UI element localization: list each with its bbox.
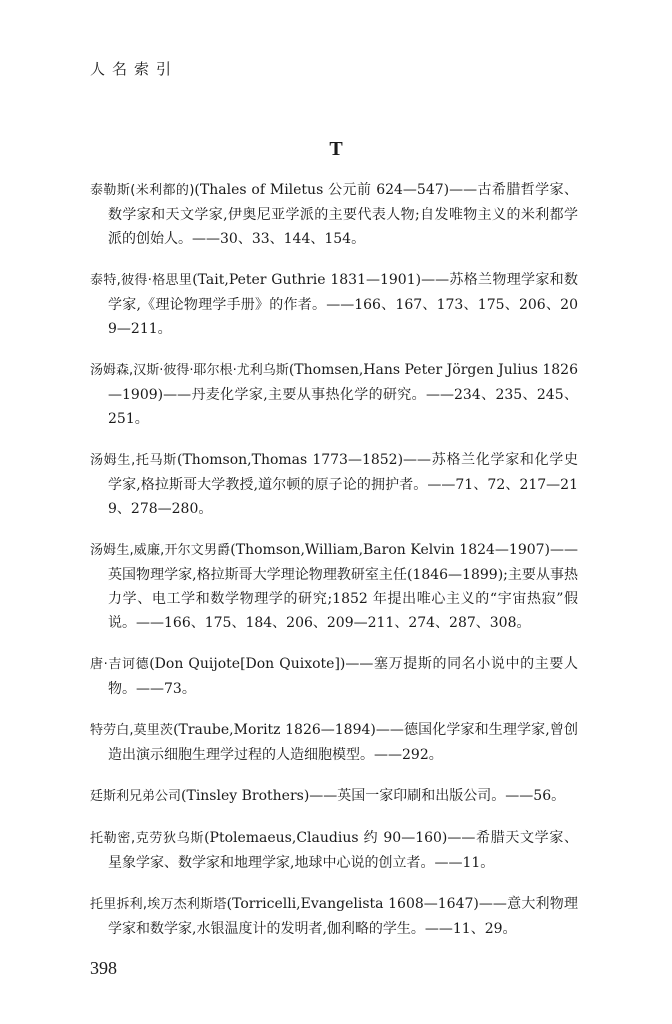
entry-name: 汤姆生,威廉,开尔文男爵 — [90, 543, 231, 558]
entry-description: (Torricelli,Evangelista 1608—1647)——意大利物理学家和数学家,水银温度计的发明者,伽利略的学生。——11、29。 — [108, 896, 578, 937]
entry-description: (Ptolemaeus,Claudius 约 90—160)——希腊天文学家、星象学家、数学家和地理学家,地球中心说的创立者。——11。 — [108, 830, 578, 871]
entry-description: (Tinsley Brothers)——英国一家印刷和出版公司。——56。 — [181, 788, 566, 804]
entry-name: 汤姆森,汉斯·彼得·耶尔根·尤利乌斯 — [90, 363, 289, 378]
entry-name: 泰特,彼得·格思里 — [90, 273, 193, 288]
entry-description: (Thomsen,Hans Peter Jörgen Julius 1826—1909)——丹麦化学家,主要从事热化学的研究。——234、235、245、251。 — [108, 362, 578, 427]
entry-name: 廷斯利兄弟公司 — [90, 789, 182, 804]
index-entry — [90, 892, 578, 941]
section-letter-heading: T — [329, 138, 343, 160]
entry-description: (Thomson,William,Baron Kelvin 1824—1907)——英国物理学家,格拉斯哥大学理论物理教研室主任(1846—1899);主要从事热力学、电工学和数学物理学的研究;1852 年提出唯心主义的“宇宙热寂”假说。——166、175、184、206、209—211、274、287、308。 — [108, 542, 579, 631]
index-entry — [90, 538, 578, 635]
entry-name: 唐·吉诃德 — [90, 657, 150, 672]
index-entry — [90, 268, 578, 341]
entry-description: (Tait,Peter Guthrie 1831—1901)——苏格兰物理学家和数学家,《理论物理学手册》的作者。——166、167、173、175、206、209—211。 — [108, 272, 578, 337]
entry-description: (Thales of Miletus 公元前 624—547)——古希腊哲学家、数学家和天文学家,伊奥尼亚学派的主要代表人物;自发唯物主义的米利都学派的创始人。——30、33、144、154。 — [108, 182, 578, 247]
index-entry — [90, 718, 578, 767]
running-header: 人名索引 — [90, 60, 179, 78]
index-entry — [90, 358, 578, 431]
entry-description: (Traube,Moritz 1826—1894)——德国化学家和生理学家,曾创造出演示细胞生理学过程的人造细胞模型。——292。 — [108, 722, 579, 763]
entry-name: 泰勒斯(米利都的) — [90, 183, 195, 198]
index-entry — [90, 652, 578, 701]
index-entry — [90, 448, 578, 521]
entry-description: (Don Quijote[Don Quixote])——塞万提斯的同名小说中的主要人物。——73。 — [108, 656, 578, 697]
entry-name: 托勒密,克劳狄乌斯 — [90, 831, 205, 846]
entry-name: 托里拆利,埃万杰利斯塔 — [90, 897, 227, 912]
entry-name: 特劳白,莫里茨 — [90, 723, 174, 738]
name-index-entries — [90, 178, 578, 958]
index-entry — [90, 826, 578, 875]
index-entry — [90, 178, 578, 251]
page-number: 398 — [90, 958, 117, 978]
entry-description: (Thomson,Thomas 1773—1852)——苏格兰化学家和化学史学家,格拉斯哥大学教授,道尔顿的原子论的拥护者。——71、72、217—219、278—280。 — [108, 452, 578, 517]
entry-name: 汤姆生,托马斯 — [90, 453, 177, 468]
index-entry — [90, 784, 578, 809]
